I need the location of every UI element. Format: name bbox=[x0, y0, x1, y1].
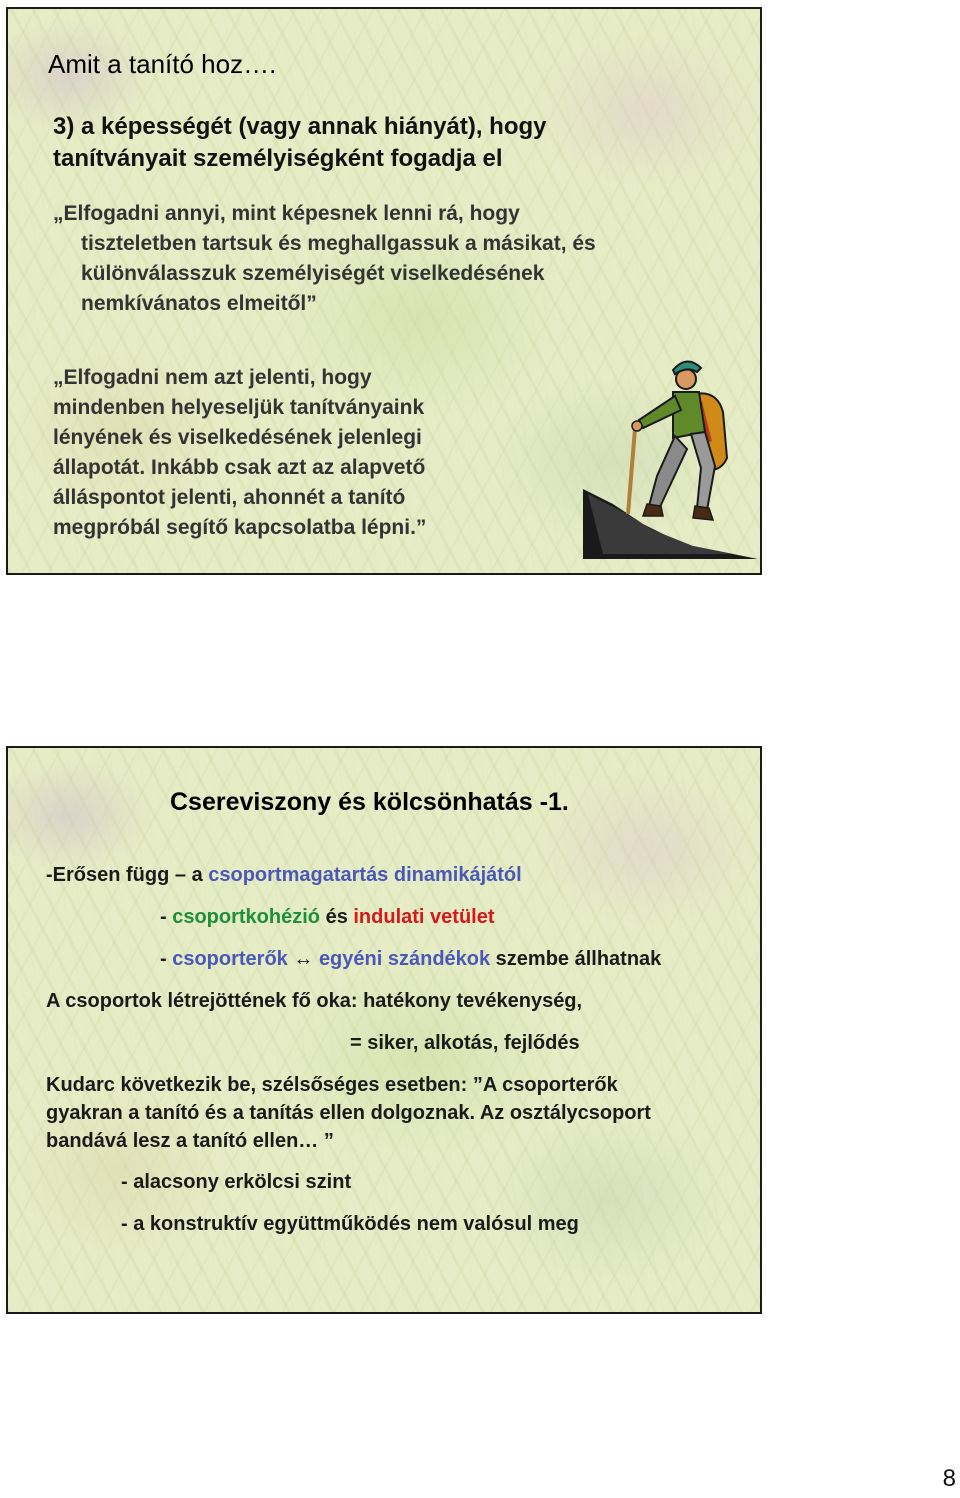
slide-1-point bbox=[53, 111, 547, 175]
text-segment-blue: egyéni szándékok bbox=[318, 948, 491, 970]
slide-2-line-5: = siker, alkotás, fejlődés bbox=[350, 1032, 580, 1054]
quote-line: „Elfogadni annyi, mint képesnek lenni rá, hogy bbox=[53, 202, 520, 225]
paragraph-line: bandává lesz a tanító ellen… ” bbox=[46, 1130, 334, 1152]
slide-2-paragraph bbox=[46, 1071, 651, 1155]
text-segment: ↔ bbox=[287, 948, 319, 970]
slide-2-line-4: A csoportok létrejöttének fő oka: hatékony tevékenység, bbox=[46, 990, 583, 1012]
slide-1-quote-1 bbox=[53, 199, 596, 319]
slide-2 bbox=[6, 746, 762, 1314]
slide-2-line-1 bbox=[46, 861, 522, 889]
quote-line: tiszteletben tartsuk és meghallgassuk a másikat, és bbox=[81, 232, 596, 255]
quote-line: állapotát. Inkább csak azt az alapvető bbox=[53, 456, 426, 479]
text-segment-blue: csoportmagatartás dinamikájától bbox=[208, 864, 522, 886]
text-segment: -Erősen függ – a bbox=[46, 864, 209, 886]
quote-line: lényének és viselkedésének jelenlegi bbox=[53, 426, 422, 449]
text-segment: - bbox=[160, 948, 173, 970]
point-line: 3) a képességét (vagy annak hiányát), hogy bbox=[53, 113, 547, 140]
slide-2-title: Csereviszony és kölcsönhatás -1. bbox=[170, 788, 569, 816]
slide-2-bullet-2: - a konstruktív együttműködés nem valósul meg bbox=[121, 1213, 579, 1235]
quote-line: álláspontot jelenti, ahonnét a tanító bbox=[53, 486, 406, 509]
text-segment: és bbox=[320, 906, 354, 928]
slide-2-line-3 bbox=[160, 945, 661, 973]
slide-1-quote-2 bbox=[53, 363, 426, 543]
paragraph-line: gyakran a tanító és a tanítás ellen dolgoznak. Az osztálycsoport bbox=[46, 1102, 651, 1124]
paragraph-line: Kudarc következik be, szélsőséges esetben: ”A csoporterők bbox=[46, 1074, 618, 1096]
hiker-icon bbox=[583, 354, 758, 559]
slide-1-title: Amit a tanító hoz…. bbox=[48, 49, 277, 79]
point-line: tanítványait személyiségként fogadja el bbox=[53, 145, 503, 172]
quote-line: megpróbál segítő kapcsolatba lépni.” bbox=[53, 516, 427, 539]
text-segment: - bbox=[160, 906, 173, 928]
text-segment: szembe állhatnak bbox=[490, 948, 662, 970]
slide-1 bbox=[6, 7, 762, 575]
quote-line: „Elfogadni nem azt jelenti, hogy bbox=[53, 366, 372, 389]
page-number: 8 bbox=[942, 1465, 956, 1492]
text-segment-red: indulati vetület bbox=[353, 906, 495, 928]
quote-line: nemkívánatos elmeitől” bbox=[81, 292, 317, 315]
slide-2-bullet-1: - alacsony erkölcsi szint bbox=[121, 1171, 352, 1193]
text-segment-blue: csoporterők bbox=[172, 948, 288, 970]
slide-2-line-2 bbox=[160, 903, 495, 931]
quote-line: különválasszuk személyiségét viselkedésének bbox=[81, 262, 545, 285]
text-segment-green: csoportkohézió bbox=[172, 906, 321, 928]
quote-line: mindenben helyeseljük tanítványaink bbox=[53, 396, 425, 419]
